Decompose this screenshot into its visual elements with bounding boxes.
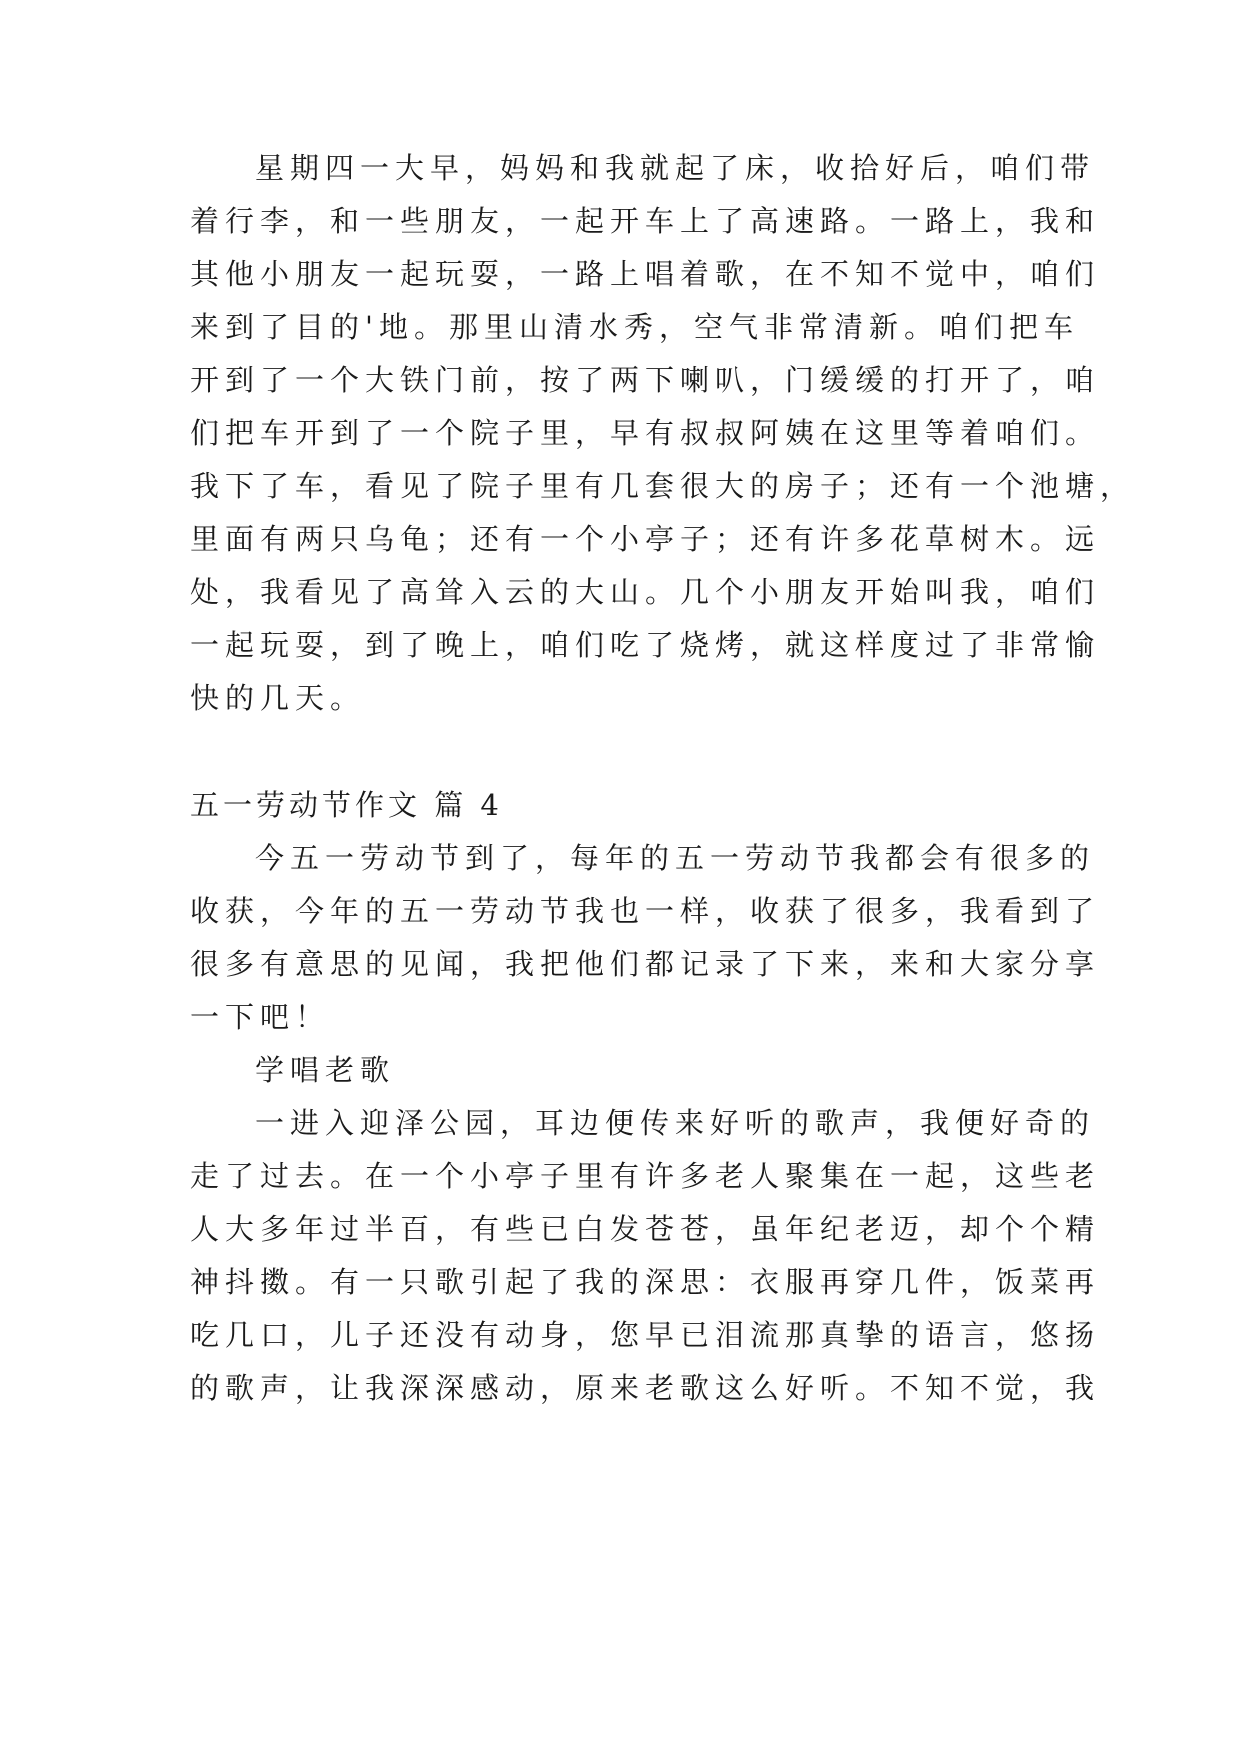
text-line: 星期四一大早，妈妈和我就起了床，收拾好后，咱们带 (255, 151, 1096, 185)
text-line: 收获，今年的五一劳动节我也一样，收获了很多，我看到了 (190, 894, 1101, 928)
text-line: 其他小朋友一起玩耍，一路上唱着歌，在不知不觉中，咱们 (190, 257, 1101, 291)
text-line: 快的几天。 (190, 681, 366, 715)
subheading: 学唱老歌 (255, 1053, 396, 1087)
text-line: 走了过去。在一个小亭子里有许多老人聚集在一起，这些老 (190, 1159, 1101, 1193)
text-line: 很多有意思的见闻，我把他们都记录了下来，来和大家分享 (190, 947, 1101, 981)
text-line: 的歌声，让我深深感动，原来老歌这么好听。不知不觉，我 (190, 1371, 1101, 1405)
text-line: 我下了车，看见了院子里有几套很大的房子；还有一个池塘， (190, 469, 1136, 503)
text-line: 来到了目的'地。那里山清水秀，空气非常清新。咱们把车 (190, 310, 1079, 344)
text-line: 吃几口，儿子还没有动身，您早已泪流那真挚的语言，悠扬 (190, 1318, 1101, 1352)
text-line: 里面有两只乌龟；还有一个小亭子；还有许多花草树木。远 (190, 522, 1101, 556)
text-line: 一下吧！ (190, 1000, 331, 1034)
text-line: 人大多年过半百，有些已白发苍苍，虽年纪老迈，却个个精 (190, 1212, 1101, 1246)
section-heading: 五一劳动节作文 篇 4 (190, 788, 503, 822)
text-line: 们把车开到了一个院子里，早有叔叔阿姨在这里等着咱们。 (190, 416, 1101, 450)
text-line: 一进入迎泽公园，耳边便传来好听的歌声，我便好奇的 (255, 1106, 1096, 1140)
text-line: 今五一劳动节到了，每年的五一劳动节我都会有很多的 (255, 841, 1096, 875)
text-line: 一起玩耍，到了晚上，咱们吃了烧烤，就这样度过了非常愉 (190, 628, 1101, 662)
text-line: 神抖擞。有一只歌引起了我的深思：衣服再穿几件，饭菜再 (190, 1265, 1101, 1299)
text-line: 着行李，和一些朋友，一起开车上了高速路。一路上，我和 (190, 204, 1101, 238)
text-line: 开到了一个大铁门前，按了两下喇叭，门缓缓的打开了，咱 (190, 363, 1101, 397)
text-line: 处，我看见了高耸入云的大山。几个小朋友开始叫我，咱们 (190, 575, 1101, 609)
